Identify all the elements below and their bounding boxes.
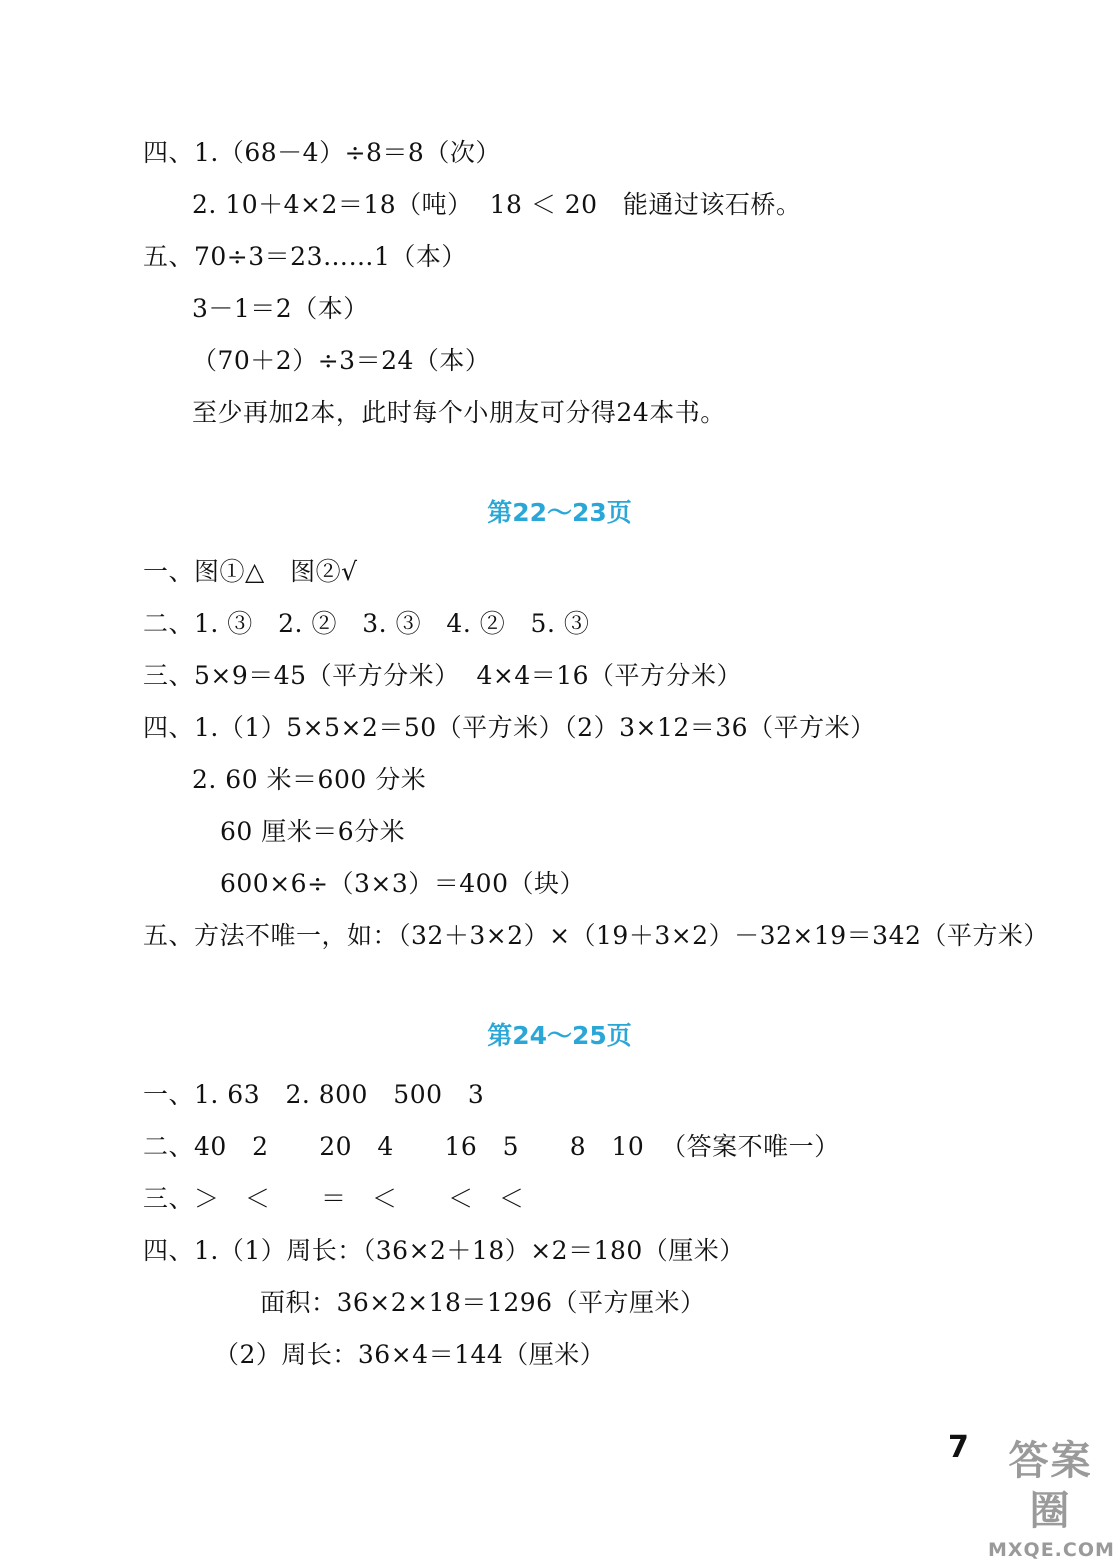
answer-line: 二、40 2 20 4 16 5 8 10 （答案不唯一） [143,1132,840,1161]
page-number: 7 [948,1430,969,1465]
section-heading: 第24～25页 [487,1021,632,1050]
watermark-text: 答案圈 [1008,1438,1093,1534]
answer-line: 一、1. 63 2. 800 500 3 [143,1080,485,1109]
answer-line: 三、＞ ＜ ＝ ＜ ＜ ＜ [143,1184,525,1213]
answer-line: （70＋2）÷3＝24（本） [192,346,491,375]
answer-line: 五、方法不唯一，如：（32＋3×2）×（19＋3×2）－32×19＝342（平方米） [143,921,1049,950]
answer-line: 2. 10＋4×2＝18（吨） 18 ＜ 20 能通过该石桥。 [192,190,802,219]
answer-line: 五、70÷3＝23……1（本） [143,242,467,271]
answer-line: 60 厘米＝6分米 [220,817,406,846]
answer-line: 三、5×9＝45（平方分米） 4×4＝16（平方分米） [143,661,743,690]
answer-line: 600×6÷（3×3）＝400（块） [220,869,585,898]
answer-line: 四、1.（1）周长：（36×2＋18）×2＝180（厘米） [143,1236,745,1265]
answer-line: 2. 60 米＝600 分米 [192,765,427,794]
answer-line: 面积：36×2×18＝1296（平方厘米） [260,1288,706,1317]
answer-line: （2）周长：36×4＝144（厘米） [214,1340,606,1369]
answer-line: 二、1. ③ 2. ② 3. ③ 4. ② 5. ③ [143,609,590,638]
section-heading: 第22～23页 [487,498,632,527]
answer-line: 至少再加2本，此时每个小朋友可分得24本书。 [192,398,726,427]
answer-line: 3－1＝2（本） [192,294,369,323]
answer-line: 四、1.（68－4）÷8＝8（次） [143,138,501,167]
answer-line: 四、1.（1）5×5×2＝50（平方米）（2）3×12＝36（平方米） [143,713,876,742]
watermark-logo [988,1436,1115,1561]
watermark-domain: MXQE.COM [988,1539,1115,1561]
answer-line: 一、图①△ 图②√ [143,557,358,586]
